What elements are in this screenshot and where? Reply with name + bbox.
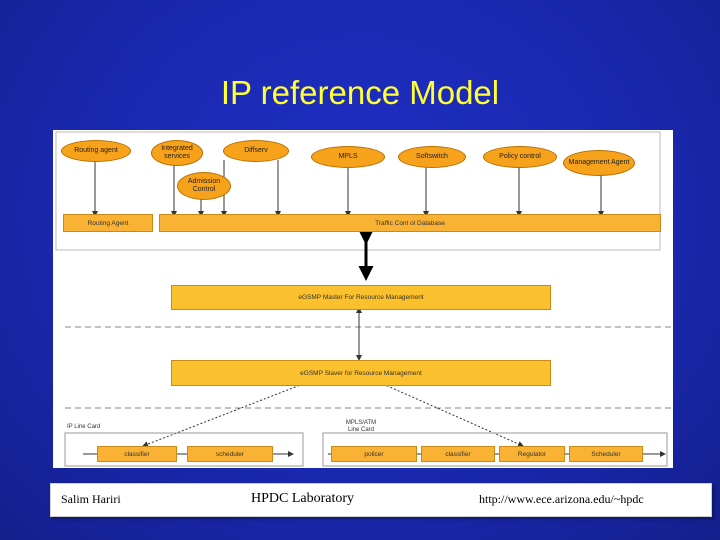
diffserv-oval: Diffserv (223, 140, 289, 162)
routing-agent-oval: Routing agent (61, 140, 131, 162)
footer-url[interactable]: http://www.ece.arizona.edu/~hpdc (479, 492, 644, 506)
egsmp-master-bar: eGSMP Master For Resource Management (171, 285, 551, 310)
slide-title: IP reference Model (220, 74, 500, 111)
footer-author: Salim Hariri (61, 492, 121, 506)
slide-footer (50, 483, 712, 517)
management-agent-oval: Management Agent (563, 150, 635, 176)
softswitch-oval: Softswitch (398, 146, 466, 168)
ip-reference-diagram (53, 130, 673, 468)
scheduler-box-2: Scheduler (569, 446, 643, 462)
routing-agent-bar: Routing Agent (63, 214, 153, 232)
traffic-control-database-bar: Traffic Cont ol Database (159, 214, 661, 232)
policy-control-oval: Policy control (483, 146, 557, 168)
footer-lab: HPDC Laboratory (251, 491, 355, 506)
egsmp-slaver-bar: eGSMP Slaver for Resource Management (171, 360, 551, 386)
policer-box: policer (331, 446, 417, 462)
admission-control-oval: Admission Control (177, 172, 231, 200)
classifier-box-2: classifier (421, 446, 495, 462)
ip-line-card-label: IP Line Card (67, 424, 101, 430)
mpls-oval: MPLS (311, 146, 385, 168)
integrated-services-oval: Integrated services (151, 140, 203, 166)
classifier-box-1: classifier (97, 446, 177, 462)
scheduler-box-1: scheduler (187, 446, 273, 462)
regulator-box: Regulator (499, 446, 565, 462)
mpls-atm-line-card-label: MPLS/ATM Line Card (345, 420, 377, 433)
